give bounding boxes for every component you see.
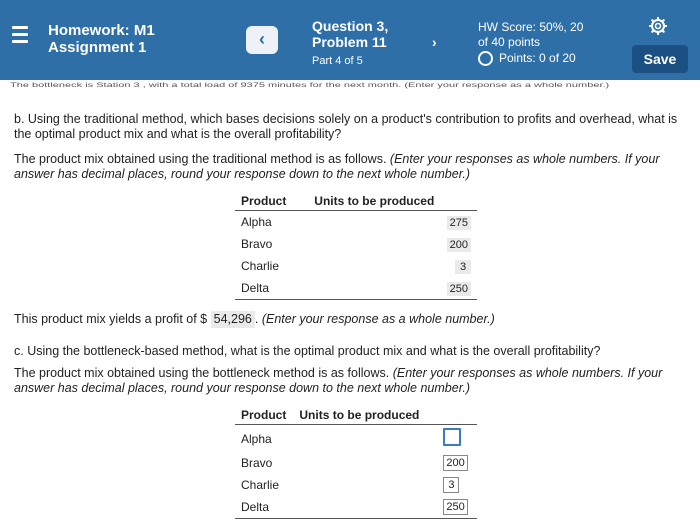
profit-statement: This product mix yields a profit of $ 54,296 . (Enter your response as a whole number.) (14, 312, 495, 326)
part-b-units-table (235, 192, 477, 300)
part-b-question: b. Using the traditional method, which bases decisions solely on a product's contribution to profits and overhead, what is the optimal product mix and what is the overall profitability? (14, 112, 678, 141)
cut-off-instruction: The bottleneck is Station 3 , with a total load of 9375 minutes for the next month. (Enter your response as a whole number.) (10, 82, 610, 89)
homework-title-line2: Assignment 1 (48, 39, 147, 56)
part-c-units-table (235, 406, 477, 519)
question-indicator (312, 18, 388, 69)
table-row (235, 474, 477, 496)
table-row (235, 233, 477, 255)
hw-score (478, 20, 583, 66)
table-row (235, 496, 477, 519)
product-name: Bravo (241, 237, 273, 251)
product-name: Alpha (241, 215, 272, 229)
points-text: Points: 0 of 20 (499, 51, 576, 65)
score-line1: HW Score: 50%, 20 (478, 20, 584, 34)
units-input-alpha[interactable] (443, 428, 461, 446)
part-c-hint: (Enter your responses as whole numbers. If your answer has decimal places, round your response down to the next whole number.) (14, 366, 663, 395)
score-line2: of 40 points (478, 35, 541, 49)
gear-icon[interactable] (648, 16, 668, 36)
previous-question-button[interactable]: ‹ (246, 26, 278, 54)
table-header-units: Units to be produced (308, 192, 477, 211)
product-name: Delta (235, 496, 293, 519)
units-answer: 200 (447, 238, 471, 252)
menu-icon[interactable] (12, 26, 28, 44)
table-row (235, 452, 477, 474)
product-name: Charlie (241, 478, 280, 492)
units-answer: 275 (447, 216, 471, 230)
table-header-product: Product (235, 406, 293, 425)
save-button[interactable]: Save (632, 45, 688, 73)
top-bar (0, 0, 700, 80)
product-name: Charlie (241, 259, 280, 273)
table-row (235, 211, 477, 234)
homework-title-line1: Homework: M1 (48, 22, 155, 39)
part-b-lead: The product mix obtained using the traditional method is as follows. (14, 152, 387, 166)
points-status (478, 51, 583, 66)
product-name: Alpha (241, 431, 272, 446)
table-row (235, 425, 477, 453)
part-c-question: c. Using the bottleneck-based method, what is the optimal product mix and what is the overall profitability? (14, 344, 601, 358)
product-name: Bravo (241, 456, 273, 470)
question-line1: Question 3, (312, 18, 389, 34)
product-name: Delta (235, 277, 308, 300)
points-circle-icon (478, 51, 493, 66)
profit-answer: 54,296 (211, 311, 255, 328)
profit-prefix: This product mix yields a profit of $ (14, 312, 208, 326)
part-c-lead: The product mix obtained using the bottleneck method is as follows. (14, 366, 390, 380)
units-input-charlie[interactable]: 3 (443, 477, 459, 493)
next-question-button[interactable]: › (432, 34, 437, 50)
table-row (235, 255, 477, 277)
part-indicator: Part 4 of 5 (312, 55, 363, 67)
table-header-units: Units to be produced (293, 406, 477, 425)
homework-title (48, 22, 155, 56)
part-b-hint: (Enter your responses as whole numbers. If your answer has decimal places, round your response down to the next whole number.) (14, 152, 660, 181)
part-c-instructions (14, 366, 694, 396)
units-input-delta[interactable]: 250 (443, 499, 467, 515)
units-answer: 250 (447, 282, 471, 296)
table-row (235, 277, 477, 300)
units-answer: 3 (455, 260, 471, 274)
question-line2: Problem 11 (312, 34, 387, 50)
profit-hint: (Enter your response as a whole number.) (261, 312, 495, 326)
table-header-product: Product (235, 192, 308, 211)
part-b-instructions (14, 152, 694, 182)
units-input-bravo[interactable]: 200 (443, 455, 467, 471)
